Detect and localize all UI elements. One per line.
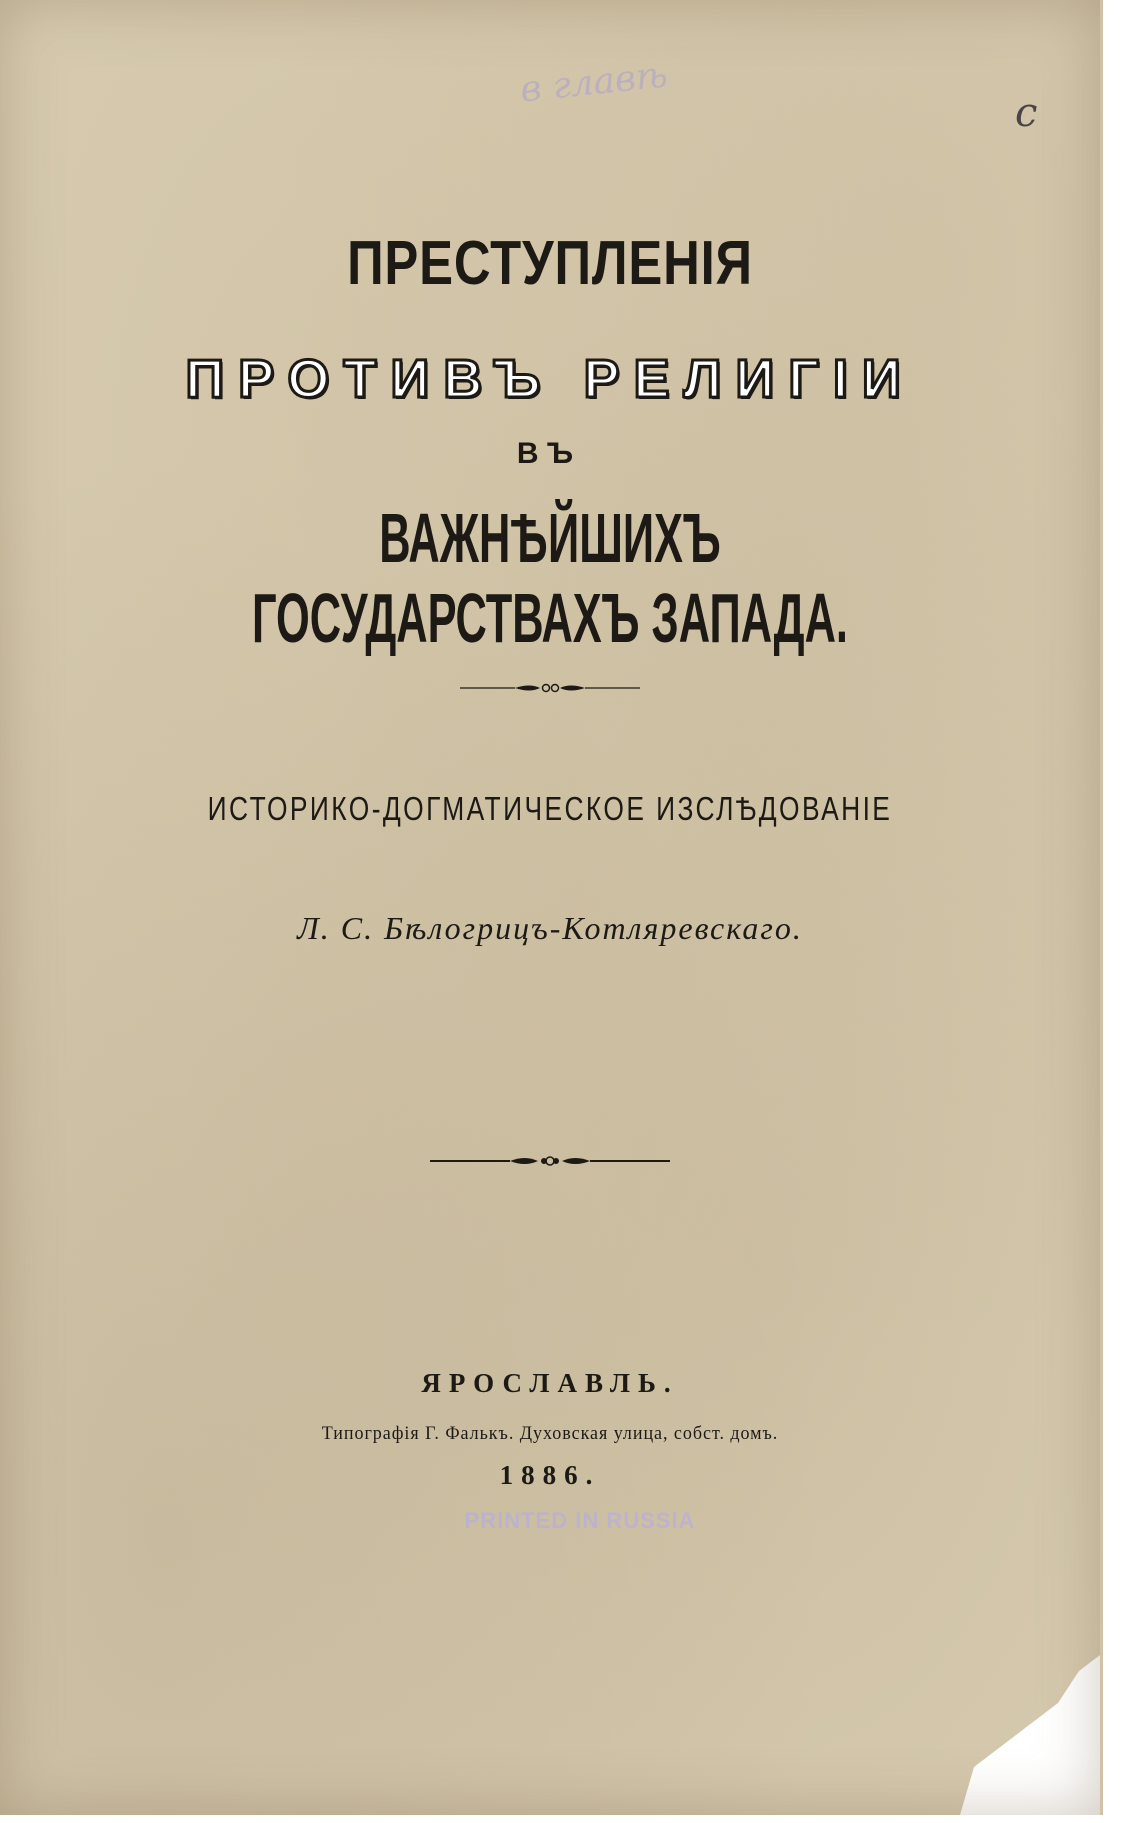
imprint-place: ЯРОСЛАВЛЬ. — [421, 1368, 679, 1398]
imprint-press: Типографія Г. Фалькъ. Духовская улица, собст. домъ. — [321, 1423, 779, 1444]
handwritten-note: в главѣ — [518, 54, 670, 111]
ornament-divider-1 — [0, 680, 1100, 700]
ornament-rule-icon — [430, 1153, 670, 1169]
ornament-divider-2 — [0, 1153, 1100, 1173]
ornament-rule-icon — [460, 680, 640, 696]
handwritten-corner-mark: с — [1015, 90, 1038, 136]
subtitle: ИСТОРИКО-ДОГМАТИЧЕСКОЕ ИЗСЛѢДОВАНІЕ — [207, 790, 893, 827]
title-states: ВАЖНѢЙШИХЪ ГОСУДАРСТВАХЪ ЗАПАДА. — [252, 499, 848, 657]
title-preposition: ВЪ — [516, 437, 584, 470]
title-sub: ПРОТИВЪ РЕЛИГІИ — [185, 349, 915, 409]
author: Л. С. Бѣлогрицъ-Котляревскаго. — [297, 910, 803, 946]
library-stamp: PRINTED IN RUSSIA — [464, 1508, 696, 1533]
title-main: ПРЕСТУПЛЕНІЯ — [347, 229, 753, 298]
torn-corner — [960, 1655, 1100, 1815]
imprint-year: 1886. — [499, 1460, 601, 1490]
